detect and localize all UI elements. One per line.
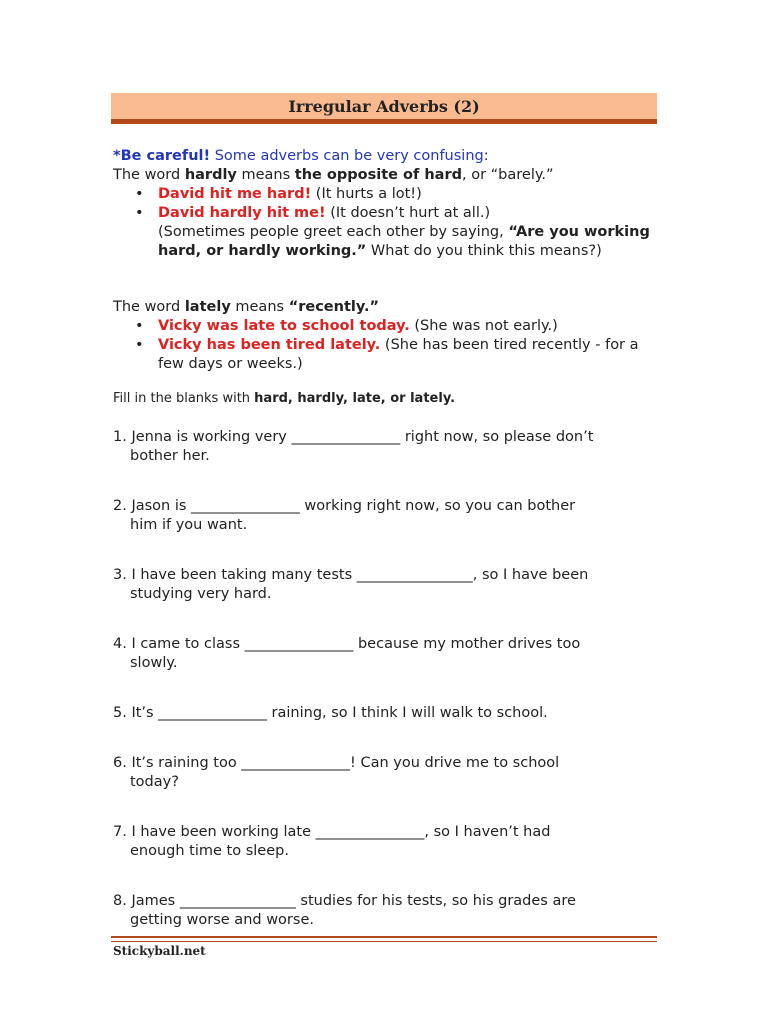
bullet-icon: • xyxy=(135,337,144,353)
question-continuation: bother her. xyxy=(130,448,210,464)
hardly-examples xyxy=(113,185,658,223)
question-text: 4. I came to class _______________ because my mother drives too xyxy=(113,636,581,652)
example-sentence: Vicky has been tired lately. xyxy=(158,337,381,353)
lately-section xyxy=(113,298,658,374)
question-6 xyxy=(113,754,658,792)
hardly-definition xyxy=(113,166,658,185)
question-continuation: slowly. xyxy=(130,655,178,671)
question-continuation: him if you want. xyxy=(130,517,248,533)
list-item xyxy=(113,317,658,336)
question-text: 5. It’s _______________ raining, so I think I will walk to school. xyxy=(113,705,548,721)
question-1 xyxy=(113,428,658,466)
instructions-words: hard, hardly, late, or lately. xyxy=(254,391,456,406)
example-sentence: Vicky was late to school today. xyxy=(158,318,410,334)
question-3 xyxy=(113,566,658,604)
question-continuation: today? xyxy=(130,774,179,790)
careful-colon: : xyxy=(483,148,489,164)
question-text: 6. It’s raining too _______________! Can you drive me to school xyxy=(113,755,560,771)
example-note: (It hurts a lot!) xyxy=(311,186,422,202)
question-continuation: studying very hard. xyxy=(130,586,272,602)
footer-divider xyxy=(111,936,657,938)
example-note: (She was not early.) xyxy=(409,318,558,334)
question-8 xyxy=(113,892,658,930)
careful-text: Some adverbs can be very confusing xyxy=(210,148,484,164)
term-opposite: the opposite of hard xyxy=(294,167,462,183)
text-span: What do you think this means?) xyxy=(366,243,602,259)
term-recently: “recently.” xyxy=(288,299,380,315)
instructions-text: Fill in the blanks with xyxy=(113,391,255,406)
example-sentence: David hardly hit me! xyxy=(158,205,326,221)
example-note: (It doesn’t hurt at all.) xyxy=(325,205,491,221)
text-span: The word xyxy=(113,299,185,315)
bullet-icon: • xyxy=(135,205,144,221)
bullet-icon: • xyxy=(135,186,144,202)
footer-divider-thin xyxy=(111,941,657,942)
question-continuation: enough time to sleep. xyxy=(130,843,289,859)
example-sentence: David hit me hard! xyxy=(158,186,312,202)
text-span: The word xyxy=(113,167,185,183)
title-bar xyxy=(111,93,657,124)
lately-examples xyxy=(113,317,658,374)
careful-line xyxy=(113,147,658,166)
list-item xyxy=(113,185,658,204)
question-text: 3. I have been taking many tests ________________, so I have been xyxy=(113,567,589,583)
careful-label: *Be careful! xyxy=(113,148,211,164)
question-4 xyxy=(113,635,658,673)
greeting-note xyxy=(113,223,658,261)
footer-site: Stickyball.net xyxy=(113,944,206,958)
list-item xyxy=(113,204,658,223)
instructions xyxy=(113,391,455,406)
example-note: (She has been tired recently - for a few days or weeks.) xyxy=(158,337,639,372)
question-text: 1. Jenna is working very _______________ right now, so please don’t xyxy=(113,429,594,445)
term-hardly: hardly xyxy=(184,167,237,183)
text-span: (Sometimes people greet each other by saying, xyxy=(158,224,509,240)
lately-definition xyxy=(113,298,658,317)
bullet-icon: • xyxy=(135,318,144,334)
greeting-quote: “Are you working hard, or hardly working.” xyxy=(158,224,650,259)
question-text: 8. James ________________ studies for his tests, so his grades are xyxy=(113,893,576,909)
list-item xyxy=(113,336,658,374)
question-5 xyxy=(113,704,658,723)
question-7 xyxy=(113,823,658,861)
text-span: means xyxy=(236,167,295,183)
text-span: , or “barely.” xyxy=(462,167,554,183)
question-text: 2. Jason is _______________ working right now, so you can bother xyxy=(113,498,576,514)
term-lately: lately xyxy=(184,299,231,315)
question-continuation: getting worse and worse. xyxy=(130,912,314,928)
question-text: 7. I have been working late _______________, so I haven’t had xyxy=(113,824,551,840)
question-2 xyxy=(113,497,658,535)
hardly-section xyxy=(113,147,658,261)
text-span: means xyxy=(230,299,289,315)
page-title: Irregular Adverbs (2) xyxy=(288,96,480,116)
